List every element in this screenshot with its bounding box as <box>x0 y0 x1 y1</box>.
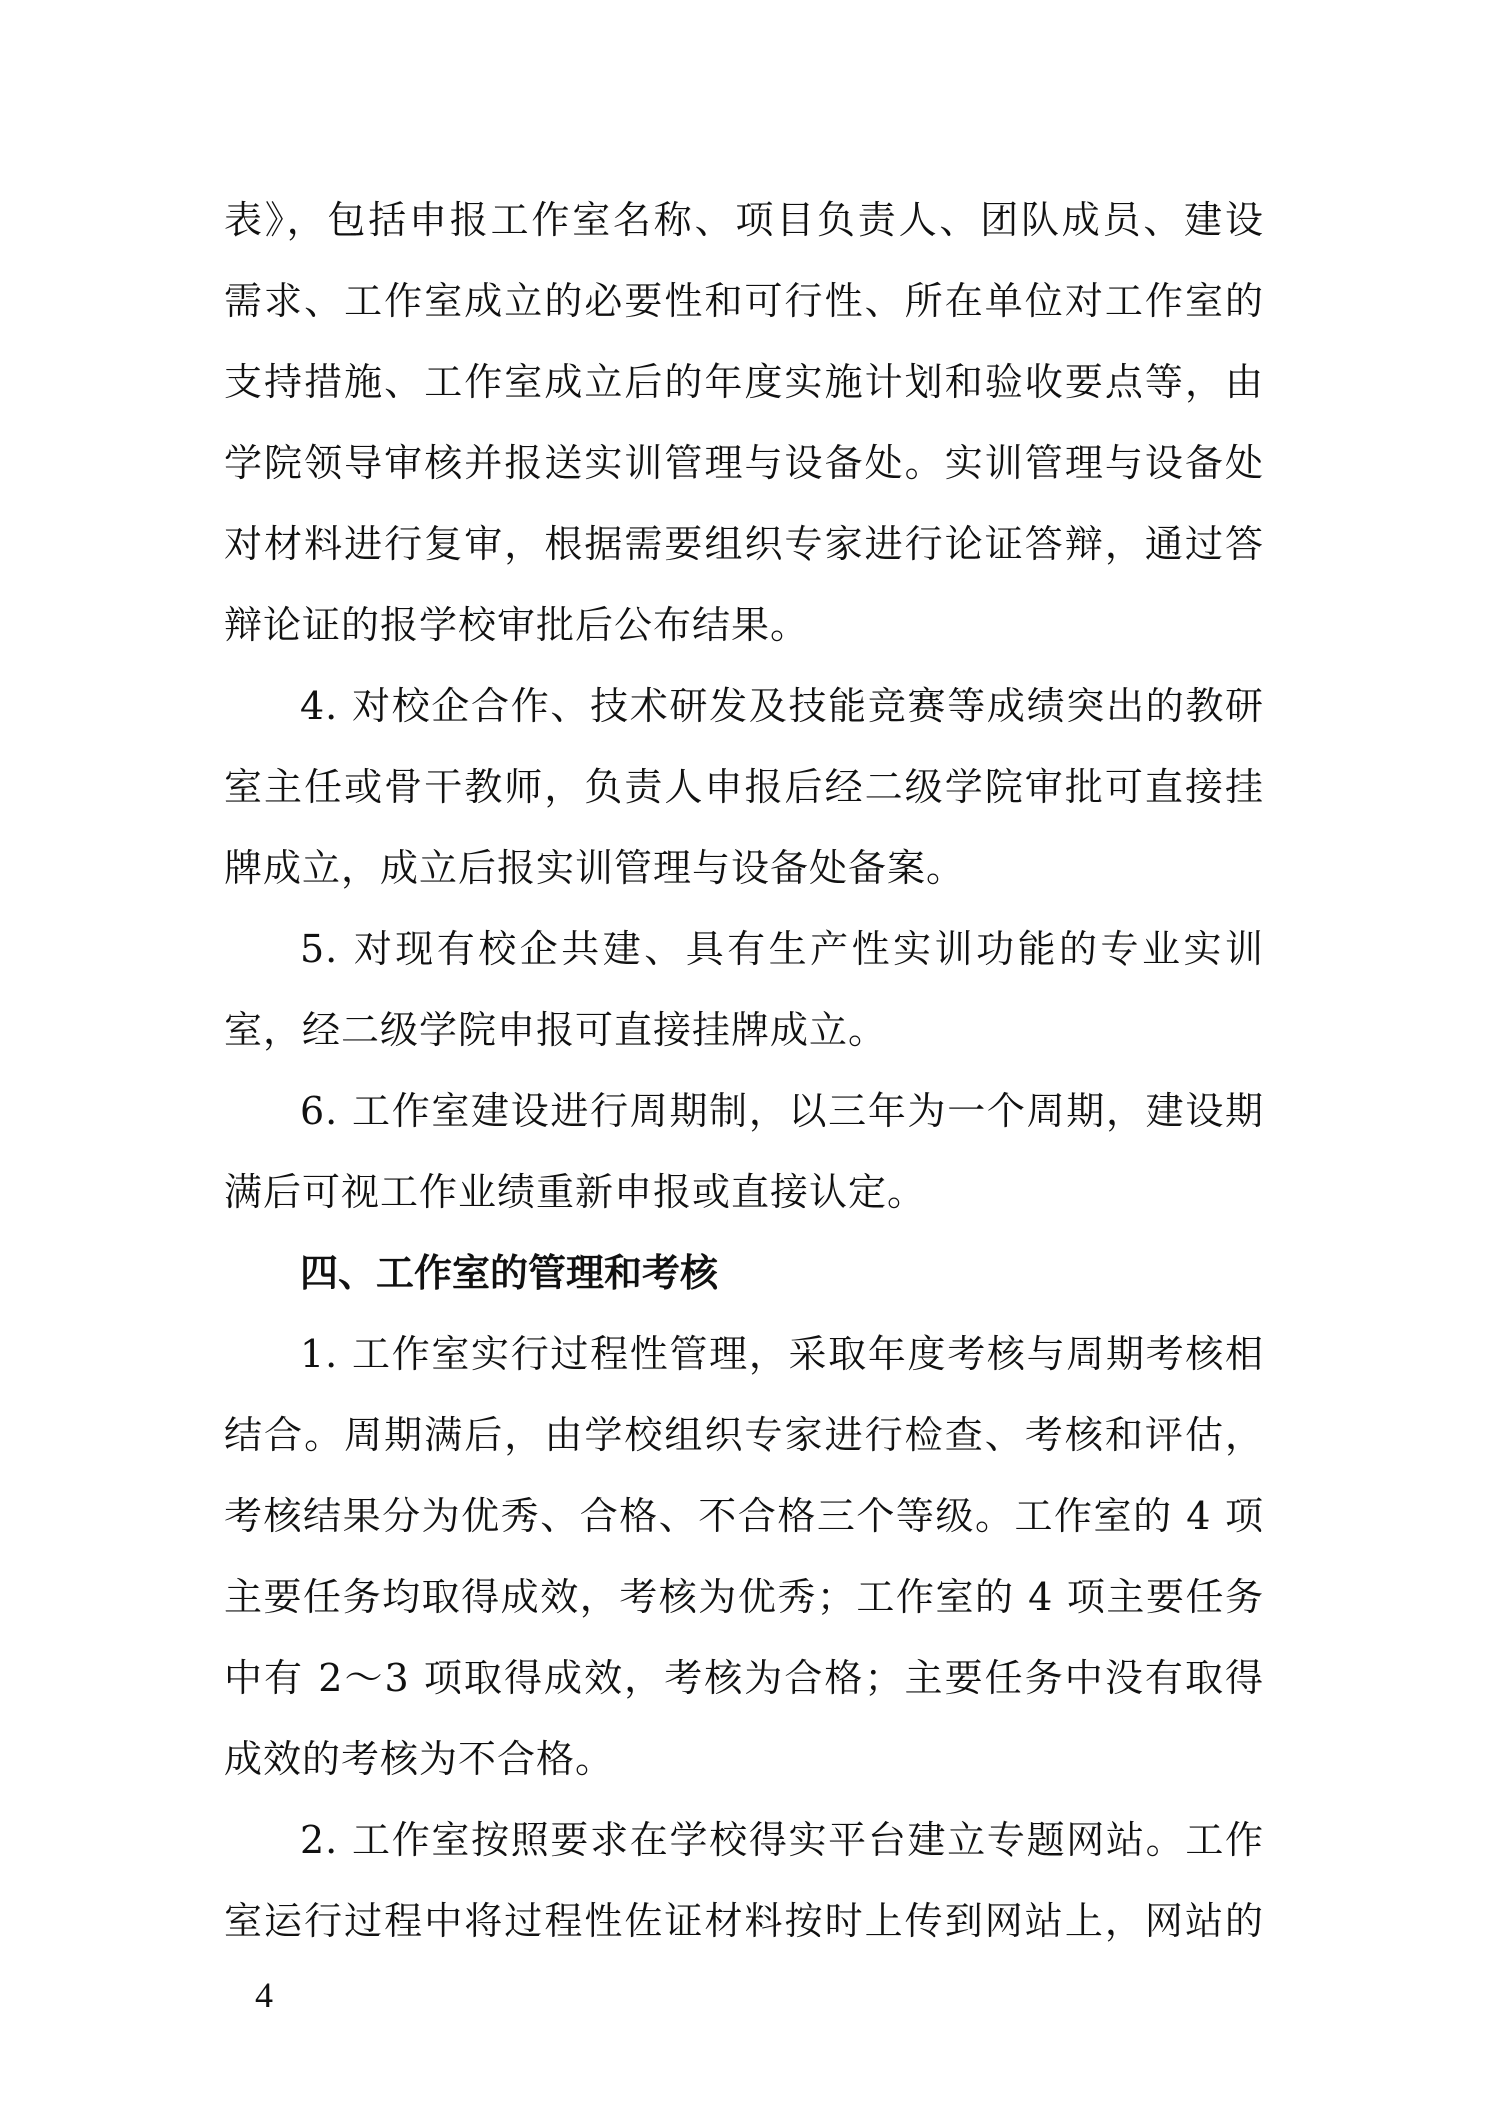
text-line: 考核结果分为优秀、合格、不合格三个等级。工作室的 4 项 <box>224 1494 1264 1538</box>
text-line: 支持措施、工作室成立后的年度实施计划和验收要点等，由 <box>224 360 1264 404</box>
text-line: 4. 对校企合作、技术研发及技能竞赛等成绩突出的教研 <box>300 684 1264 728</box>
page-number: 4 <box>255 1975 273 2015</box>
text-line: 1. 工作室实行过程性管理，采取年度考核与周期考核相 <box>300 1332 1264 1376</box>
text-line: 牌成立，成立后报实训管理与设备处备案。 <box>224 846 966 890</box>
text-line: 学院领导审核并报送实训管理与设备处。实训管理与设备处 <box>224 441 1264 485</box>
section-heading: 四、工作室的管理和考核 <box>300 1251 719 1295</box>
text-line: 室主任或骨干教师，负责人申报后经二级学院审批可直接挂 <box>224 765 1264 809</box>
text-line: 对材料进行复审，根据需要组织专家进行论证答辩，通过答 <box>224 522 1264 566</box>
text-line: 室，经二级学院申报可直接挂牌成立。 <box>224 1008 888 1052</box>
text-line: 5. 对现有校企共建、具有生产性实训功能的专业实训 <box>300 927 1264 971</box>
text-line: 6. 工作室建设进行周期制，以三年为一个周期，建设期 <box>300 1089 1264 1133</box>
text-line: 2. 工作室按照要求在学校得实平台建立专题网站。工作 <box>300 1818 1264 1862</box>
text-line: 需求、工作室成立的必要性和可行性、所在单位对工作室的 <box>224 279 1264 323</box>
text-line: 主要任务均取得成效，考核为优秀；工作室的 4 项主要任务 <box>224 1575 1264 1619</box>
text-line: 结合。周期满后，由学校组织专家进行检查、考核和评估， <box>224 1413 1264 1457</box>
text-line: 辩论证的报学校审批后公布结果。 <box>224 603 810 647</box>
text-line: 中有 2～3 项取得成效，考核为合格；主要任务中没有取得 <box>224 1656 1264 1700</box>
text-line: 满后可视工作业绩重新申报或直接认定。 <box>224 1170 927 1214</box>
text-line: 成效的考核为不合格。 <box>224 1737 615 1781</box>
text-line: 表》，包括申报工作室名称、项目负责人、团队成员、建设 <box>224 198 1264 242</box>
text-line: 室运行过程中将过程性佐证材料按时上传到网站上，网站的 <box>224 1899 1264 1943</box>
